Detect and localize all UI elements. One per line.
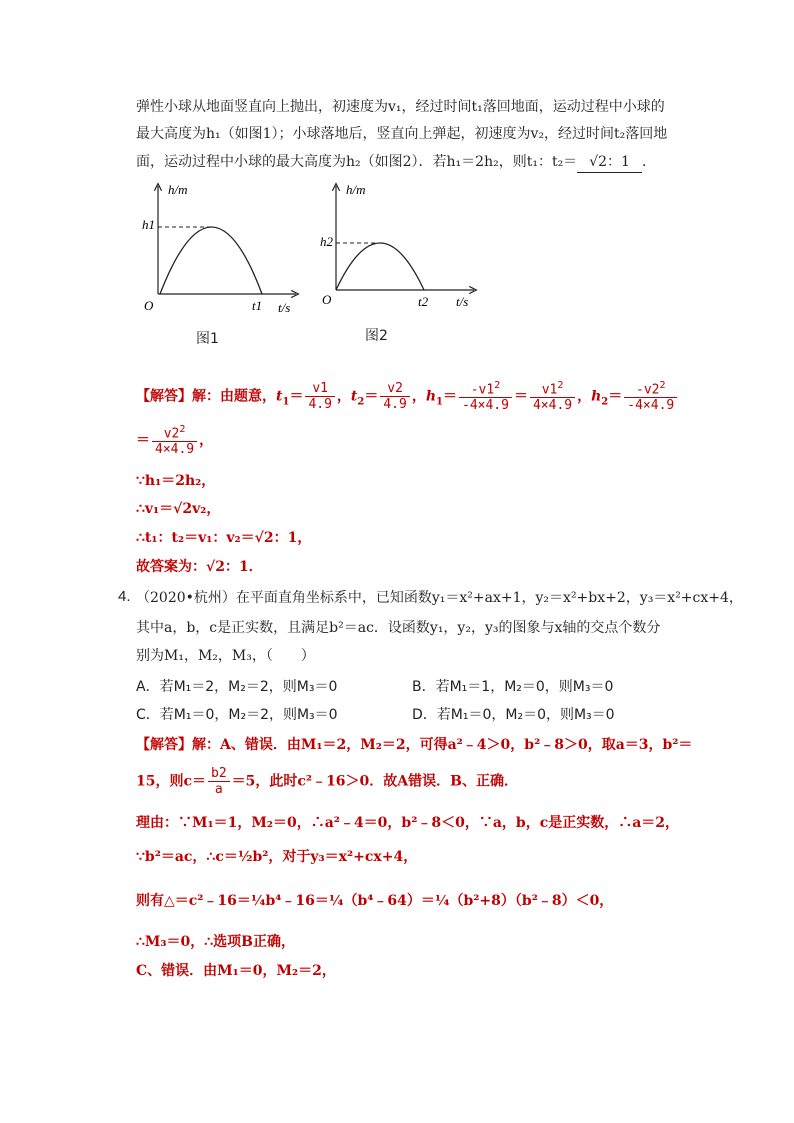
fraction-c: $\frac{b2}{a}$ xyxy=(208,766,230,797)
problem4-line3: 别为M₁，M₂，M₃，（ ） xyxy=(136,648,315,664)
solution3-line1: 【解答】解：由题意，$t_1=$ $\frac{v1}{4.9}$ ，$t_2=$ $\frac{v2}{4.9}$ ，$h_1=$ $\frac{-v1^2}{-4\times 4.9}$ ＝ $\frac{v1^2}{4\times 4.9}$ ，$h_2=$ $\frac{-v2^2}{-4\times 4.9}$ xyxy=(136,380,679,413)
solution-tag: 【解答】解：由题意， xyxy=(136,388,276,405)
solution3-because: ∵h₁＝2h₂， xyxy=(136,473,216,489)
figure-1 xyxy=(138,182,308,322)
problem3-line1: 弹性小球从地面竖直向上抛出，初速度为v₁，经过时间t₁落回地面，运动过程中小球的 xyxy=(136,99,665,115)
solution4-line1: 【解答】解：A、错误．由M₁＝2，M₂＝2，可得a²﹣4＞0，b²﹣8＞0，取a＝3，b²＝ xyxy=(136,737,693,753)
solution3-therefore-t: ∴t₁：t₂＝v₁：v₂＝√2：1， xyxy=(136,530,312,546)
root-label: t1 xyxy=(252,298,263,313)
y-axis-label: h/m xyxy=(346,182,366,197)
problem3-line3-suffix: ． xyxy=(641,154,656,170)
figure-2 xyxy=(316,182,486,322)
root-label: t2 xyxy=(418,294,429,309)
option-c[interactable]: C．若M₁＝0，M₂＝2，则M₃＝0 xyxy=(136,707,338,723)
problem3-line3 xyxy=(136,152,656,173)
y-axis-label: h/m xyxy=(168,182,188,197)
solution4-l2-post: ＝5，此时c²﹣16＞0．故A错误．B、正确． xyxy=(231,773,518,790)
problem3-line3-prefix: 面，运动过程中小球的最大高度为h₂（如图2）．若h₁＝2h₂，则t₁：t₂＝ xyxy=(136,154,578,170)
parabola-curve xyxy=(160,227,262,294)
problem4-line2: 其中a，b，c是正实数，且满足b²＝ac．设函数y₁，y₂，y₃的图象与x轴的交点个数分 xyxy=(136,620,661,636)
option-d[interactable]: D．若M₁＝0，M₂＝0，则M₃＝0 xyxy=(412,707,615,723)
solution4-line6: ∴M₃＝0，∴选项B正确， xyxy=(136,934,296,950)
figure-1-caption: 图1 xyxy=(196,331,219,347)
fraction-h2-neg: $\frac{-v2^2}{-4\times 4.9}$ xyxy=(624,380,677,413)
fraction-h2-pos: $\frac{v2^2}{4\times 4.9}$ xyxy=(152,424,197,457)
solution4-line3: 理由：∵M₁＝1，M₂＝0，∴a²﹣4＝0，b²﹣8＜0，∵a，b，c是正实数，∴a＝2， xyxy=(136,815,680,831)
figure-2-caption: 图2 xyxy=(365,328,388,344)
peak-label: h1 xyxy=(142,217,155,232)
solution3-final: 故答案为：√2：1． xyxy=(136,559,263,575)
x-axis-label: t/s xyxy=(278,300,291,315)
solution4-l2-pre: 15，则c＝ xyxy=(136,773,207,790)
fraction-t1: $\frac{v1}{4.9}$ xyxy=(305,381,334,412)
origin-label: O xyxy=(322,292,332,307)
option-a[interactable]: A．若M₁＝2，M₂＝2，则M₃＝0 xyxy=(136,679,338,695)
fraction-h1-pos: $\frac{v1^2}{4\times 4.9}$ xyxy=(530,380,575,413)
fraction-h1-neg: $\frac{-v1^2}{-4\times 4.9}$ xyxy=(459,380,512,413)
solution4-line7: C、错误．由M₁＝0，M₂＝2， xyxy=(136,963,336,979)
origin-label: O xyxy=(144,298,154,313)
x-axis-label: t/s xyxy=(456,294,469,309)
solution4-line2 xyxy=(136,766,518,797)
solution4-line5: 则有△＝c²﹣16＝¼b⁴﹣16＝¼（b⁴﹣64）＝¼（b²+8）（b²﹣8）＜0， xyxy=(136,893,614,909)
option-b[interactable]: B．若M₁＝1，M₂＝0，则M₃＝0 xyxy=(412,679,614,695)
fraction-t2: $\frac{v2}{4.9}$ xyxy=(380,381,409,412)
peak-label: h2 xyxy=(320,234,333,249)
problem3-line2: 最大高度为h₁（如图1）；小球落地后，竖直向上弹起，初速度为v₂，经过时间t₂落回地 xyxy=(136,126,668,142)
problem4-line1: （2020•杭州）在平面直角坐标系中，已知函数y₁＝x²+ax+1，y₂＝x²+bx+2，y₃＝x²+cx+4， xyxy=(136,590,743,606)
solution3-line2: ＝ $\frac{v2^2}{4\times 4.9}$ ， xyxy=(136,424,214,458)
answer-blank: √2：1 xyxy=(577,152,642,173)
parabola-curve xyxy=(336,243,424,290)
solution4-line4: ∵b²＝ac，∴c＝½b²，对于y₃＝x²+cx+4， xyxy=(136,849,418,865)
solution3-therefore-v: ∴v₁＝√2v₂， xyxy=(136,501,221,517)
problem4-number: 4. xyxy=(118,588,131,605)
